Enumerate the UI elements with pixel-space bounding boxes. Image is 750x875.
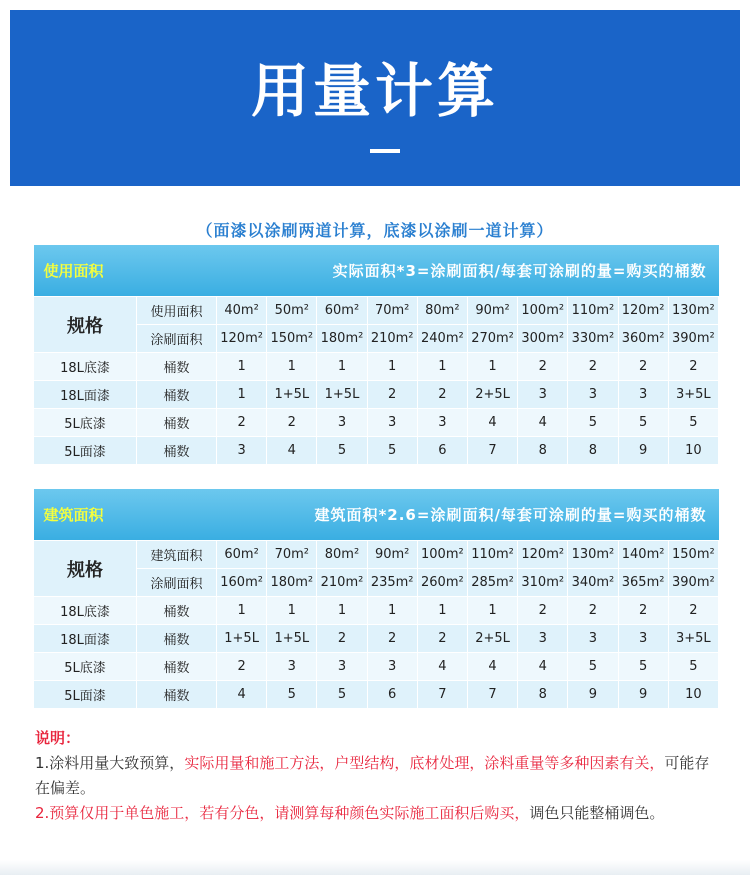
paint-row: [34, 569, 719, 597]
bucket-count-cell: 4: [467, 409, 517, 437]
bucket-count-cell: 5: [618, 653, 668, 681]
area-cell: 120m²: [518, 541, 568, 569]
bucket-count-cell: 5: [267, 681, 317, 709]
calculation-note: （面漆以涂刷两道计算，底漆以涂刷一道计算）: [196, 221, 554, 240]
product-name: 18L面漆: [34, 381, 137, 409]
area-cell: 40m²: [217, 297, 267, 325]
bucket-count-cell: 1: [367, 353, 417, 381]
bucket-count-cell: 1: [217, 381, 267, 409]
table-header: [34, 489, 719, 541]
bucket-count-cell: 6: [367, 681, 417, 709]
building-area-table: [33, 489, 719, 709]
area-cell: 130m²: [568, 541, 618, 569]
bucket-count-cell: 10: [668, 681, 718, 709]
bucket-count-cell: 7: [467, 437, 517, 465]
note-item-1: [35, 751, 715, 801]
bucket-count-cell: 2: [668, 597, 718, 625]
paint-area-cell: 340m²: [568, 569, 618, 597]
paint-area-cell: 270m²: [467, 325, 517, 353]
bucket-count-cell: 2: [618, 597, 668, 625]
table-row: [34, 409, 719, 437]
bucket-count-cell: 2: [568, 353, 618, 381]
bucket-count-cell: 4: [267, 437, 317, 465]
bucket-count-cell: 3: [317, 653, 367, 681]
bucket-count-cell: 4: [217, 681, 267, 709]
table-row: [34, 625, 719, 653]
area-row: [34, 541, 719, 569]
table-label: 使用面积: [34, 245, 217, 297]
bucket-count-cell: 1+5L: [267, 381, 317, 409]
area-cell: 110m²: [568, 297, 618, 325]
area-row-label: 使用面积: [137, 297, 217, 325]
paint-row-label: 涂刷面积: [137, 325, 217, 353]
bucket-count-cell: 3: [518, 625, 568, 653]
unit-label: 桶数: [137, 597, 217, 625]
area-cell: 150m²: [668, 541, 718, 569]
bucket-count-cell: 1: [467, 597, 517, 625]
paint-area-cell: 210m²: [367, 325, 417, 353]
product-name: 5L底漆: [34, 409, 137, 437]
bucket-count-cell: 7: [417, 681, 467, 709]
product-name: 5L底漆: [34, 653, 137, 681]
area-cell: 80m²: [317, 541, 367, 569]
bucket-count-cell: 3: [267, 653, 317, 681]
bottom-shadow: [0, 860, 750, 875]
bucket-count-cell: 4: [417, 653, 467, 681]
paint-area-cell: 365m²: [618, 569, 668, 597]
unit-label: 桶数: [137, 625, 217, 653]
bucket-count-cell: 5: [367, 437, 417, 465]
usage-area-table: [33, 245, 719, 465]
bucket-count-cell: 1+5L: [317, 381, 367, 409]
bucket-count-cell: 8: [518, 681, 568, 709]
paint-area-cell: 390m²: [668, 569, 718, 597]
note-2-warning: 2.预算仅用于单色施工，若有分色，请测算每种颜色实际施工面积后购买，: [35, 804, 530, 822]
bucket-count-cell: 3: [518, 381, 568, 409]
bucket-count-cell: 3: [217, 437, 267, 465]
table-header: [34, 245, 719, 297]
bucket-count-cell: 2: [618, 353, 668, 381]
paint-area-cell: 260m²: [417, 569, 467, 597]
area-row-label: 建筑面积: [137, 541, 217, 569]
notes-title: 说明：: [35, 729, 81, 747]
paint-area-cell: 310m²: [518, 569, 568, 597]
table-row: [34, 597, 719, 625]
bucket-count-cell: 6: [417, 437, 467, 465]
bucket-count-cell: 3: [317, 409, 367, 437]
bucket-count-cell: 1+5L: [267, 625, 317, 653]
paint-area-cell: 235m²: [367, 569, 417, 597]
title-banner: [10, 10, 740, 186]
bucket-count-cell: 3: [568, 381, 618, 409]
paint-area-cell: 390m²: [668, 325, 718, 353]
product-name: 5L面漆: [34, 437, 137, 465]
bucket-count-cell: 1+5L: [217, 625, 267, 653]
table-row: [34, 353, 719, 381]
paint-area-cell: 330m²: [568, 325, 618, 353]
product-name: 5L面漆: [34, 681, 137, 709]
bucket-count-cell: 8: [568, 437, 618, 465]
bucket-count-cell: 4: [518, 409, 568, 437]
table-row: [34, 681, 719, 709]
unit-label: 桶数: [137, 353, 217, 381]
area-cell: 60m²: [317, 297, 367, 325]
bucket-count-cell: 1: [317, 597, 367, 625]
bucket-count-cell: 1: [467, 353, 517, 381]
area-cell: 140m²: [618, 541, 668, 569]
area-cell: 120m²: [618, 297, 668, 325]
table-row: [34, 653, 719, 681]
bucket-count-cell: 3: [568, 625, 618, 653]
area-cell: 100m²: [518, 297, 568, 325]
bucket-count-cell: 3: [618, 625, 668, 653]
bucket-count-cell: 7: [467, 681, 517, 709]
table-formula: 建筑面积*2.6=涂刷面积/每套可涂刷的量=购买的桶数: [217, 489, 719, 541]
area-cell: 70m²: [267, 541, 317, 569]
notes-section: [35, 726, 715, 826]
bucket-count-cell: 2+5L: [467, 625, 517, 653]
bucket-count-cell: 2: [367, 625, 417, 653]
bucket-count-cell: 9: [618, 437, 668, 465]
bucket-count-cell: 3: [367, 653, 417, 681]
page-title: 用量计算: [250, 57, 499, 125]
bucket-count-cell: 2: [367, 381, 417, 409]
title-underline: [370, 149, 400, 153]
bucket-count-cell: 5: [668, 409, 718, 437]
paint-area-cell: 360m²: [618, 325, 668, 353]
bucket-count-cell: 10: [668, 437, 718, 465]
bucket-count-cell: 3: [417, 409, 467, 437]
area-cell: 90m²: [467, 297, 517, 325]
paint-row: [34, 325, 719, 353]
bucket-count-cell: 2+5L: [467, 381, 517, 409]
bucket-count-cell: 3: [618, 381, 668, 409]
table-label: 建筑面积: [34, 489, 217, 541]
bucket-count-cell: 1: [417, 353, 467, 381]
paint-area-cell: 150m²: [267, 325, 317, 353]
paint-area-cell: 180m²: [267, 569, 317, 597]
bucket-count-cell: 5: [568, 653, 618, 681]
area-cell: 60m²: [217, 541, 267, 569]
bucket-count-cell: 3+5L: [668, 381, 718, 409]
product-name: 18L底漆: [34, 597, 137, 625]
bucket-count-cell: 2: [518, 597, 568, 625]
area-cell: 130m²: [668, 297, 718, 325]
bucket-count-cell: 1: [267, 597, 317, 625]
bucket-count-cell: 1: [317, 353, 367, 381]
bucket-count-cell: 2: [217, 653, 267, 681]
note-1-factors: 实际用量和施工方法，户型结构，底材处理，涂料重量等多种因素有关，: [184, 754, 665, 772]
note-2-suffix: 调色只能整桶调色。: [529, 804, 665, 822]
paint-area-cell: 240m²: [417, 325, 467, 353]
bucket-count-cell: 9: [568, 681, 618, 709]
bucket-count-cell: 1: [367, 597, 417, 625]
paint-area-cell: 180m²: [317, 325, 367, 353]
note-1-prefix: 1.涂料用量大致预算，: [35, 754, 185, 772]
bucket-count-cell: 5: [618, 409, 668, 437]
paint-area-cell: 210m²: [317, 569, 367, 597]
area-cell: 80m²: [417, 297, 467, 325]
table-formula: 实际面积*3=涂刷面积/每套可涂刷的量=购买的桶数: [217, 245, 719, 297]
bucket-count-cell: 2: [417, 625, 467, 653]
bucket-count-cell: 2: [267, 409, 317, 437]
unit-label: 桶数: [137, 409, 217, 437]
bucket-count-cell: 3+5L: [668, 625, 718, 653]
note-item-2: [35, 801, 715, 826]
unit-label: 桶数: [137, 653, 217, 681]
bucket-count-cell: 2: [317, 625, 367, 653]
product-name: 18L底漆: [34, 353, 137, 381]
table-row: [34, 437, 719, 465]
area-cell: 70m²: [367, 297, 417, 325]
note-1-suffix: 可能存在偏差。: [35, 754, 710, 797]
area-cell: 90m²: [367, 541, 417, 569]
bucket-count-cell: 2: [568, 597, 618, 625]
unit-label: 桶数: [137, 381, 217, 409]
bucket-count-cell: 5: [317, 437, 367, 465]
area-cell: 100m²: [417, 541, 467, 569]
table-row: [34, 381, 719, 409]
area-cell: 110m²: [467, 541, 517, 569]
paint-area-cell: 300m²: [518, 325, 568, 353]
bucket-count-cell: 1: [417, 597, 467, 625]
paint-area-cell: 285m²: [467, 569, 517, 597]
spec-label: 规格: [34, 297, 137, 353]
bucket-count-cell: 4: [467, 653, 517, 681]
bucket-count-cell: 1: [267, 353, 317, 381]
paint-area-cell: 160m²: [217, 569, 267, 597]
bucket-count-cell: 8: [518, 437, 568, 465]
area-row: [34, 297, 719, 325]
product-name: 18L面漆: [34, 625, 137, 653]
spec-label: 规格: [34, 541, 137, 597]
bucket-count-cell: 2: [417, 381, 467, 409]
unit-label: 桶数: [137, 681, 217, 709]
bucket-count-cell: 2: [217, 409, 267, 437]
unit-label: 桶数: [137, 437, 217, 465]
bucket-count-cell: 9: [618, 681, 668, 709]
paint-row-label: 涂刷面积: [137, 569, 217, 597]
area-cell: 50m²: [267, 297, 317, 325]
bucket-count-cell: 5: [317, 681, 367, 709]
bucket-count-cell: 3: [367, 409, 417, 437]
paint-area-cell: 120m²: [217, 325, 267, 353]
bucket-count-cell: 5: [568, 409, 618, 437]
bucket-count-cell: 1: [217, 597, 267, 625]
bucket-count-cell: 2: [668, 353, 718, 381]
bucket-count-cell: 5: [668, 653, 718, 681]
bucket-count-cell: 4: [518, 653, 568, 681]
bucket-count-cell: 1: [217, 353, 267, 381]
bucket-count-cell: 2: [518, 353, 568, 381]
